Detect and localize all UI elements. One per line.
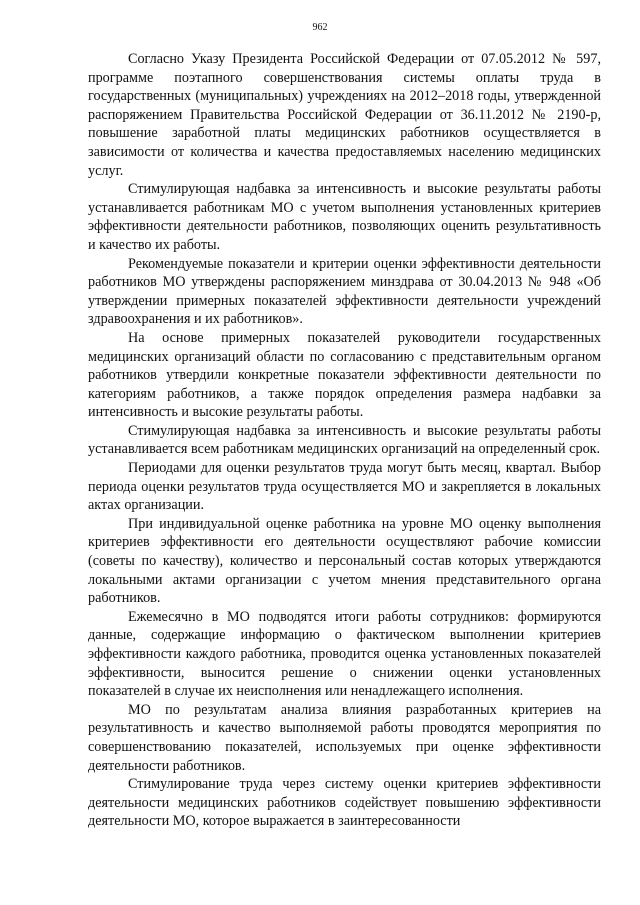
paragraph-salary-decree: Согласно Указу Президента Российской Федерации от 07.05.2012 № 597, программе поэтапного совершенствования системы оплаты труда в государственных (муниципальных) учреждениях на 2012–2018 годы, утвержденной распоряжением Правительства Российской Федерации от 36.11.2012 № 2190-р, повышение заработной платы медицинских работников осуществляется в зависимости от количества и качества предоставляемых населению медицинских услуг. [88, 51, 601, 179]
paragraph-bonus-criteria: Стимулирующая надбавка за интенсивность и высокие результаты работы устанавливается работникам МО с учетом выполнения установленных критериев эффективности деятельности работников, позволяющих оценить результативность и качество их работы. [88, 181, 601, 253]
paragraph-labor-stimulation: Стимулирование труда через систему оценки критериев эффективности деятельности медицинских работников содействует повышению эффективности деятельности МО, которое выражается в заинтересованности [88, 776, 601, 830]
paragraph-evaluation-periods: Периодами для оценки результатов труда могут быть месяц, квартал. Выбор периода оценки результатов труда осуществляется МО и закрепляется в локальных актах организации. [88, 460, 601, 514]
paragraph-monthly-results: Ежемесячно в МО подводятся итоги работы сотрудников: формируются данные, содержащие информацию о фактическом выполнении критериев эффективности каждого работника, проводится оценка установленных показателей эффективности, выносится решение о снижении оценки установленных показателей в случае их неисполнения или ненадлежащего исполнения. [88, 608, 601, 700]
paragraph-specific-indicators: На основе примерных показателей руководители государственных медицинских организаций области по согласованию с представительным органом работников утвердили конкретные показатели эффективности деятельности по категориям работников, а также порядок определения размера надбавки за интенсивность и высокие результаты работы. [88, 329, 601, 421]
paragraph-individual-evaluation: При индивидуальной оценке работника на уровне МО оценку выполнения критериев эффективности его деятельности осуществляют рабочие комиссии (советы по качеству), количество и персональный состав которых утверждаются локальными актами организации с учетом мнения представительного органа работников. [88, 515, 601, 607]
paragraph-bonus-term: Стимулирующая надбавка за интенсивность и высокие результаты работы устанавливается всем работникам медицинских организаций на определенный срок. [88, 422, 601, 458]
paragraph-criteria-improvement: МО по результатам анализа влияния разработанных критериев на результативность и качество выполняемой работы проводятся мероприятия по совершенствованию показателей, используемых при оценке эффективности деятельности работников. [88, 701, 601, 774]
paragraph-recommended-indicators: Рекомендуемые показатели и критерии оценки эффективности деятельности работников МО утверждены распоряжением минздрава от 30.04.2013 № 948 «Об утверждении примерных показателей эффективности деятельности учреждений здравоохранения и их работников». [88, 255, 601, 328]
document-body [88, 50, 601, 831]
page-number: 962 [312, 22, 328, 33]
